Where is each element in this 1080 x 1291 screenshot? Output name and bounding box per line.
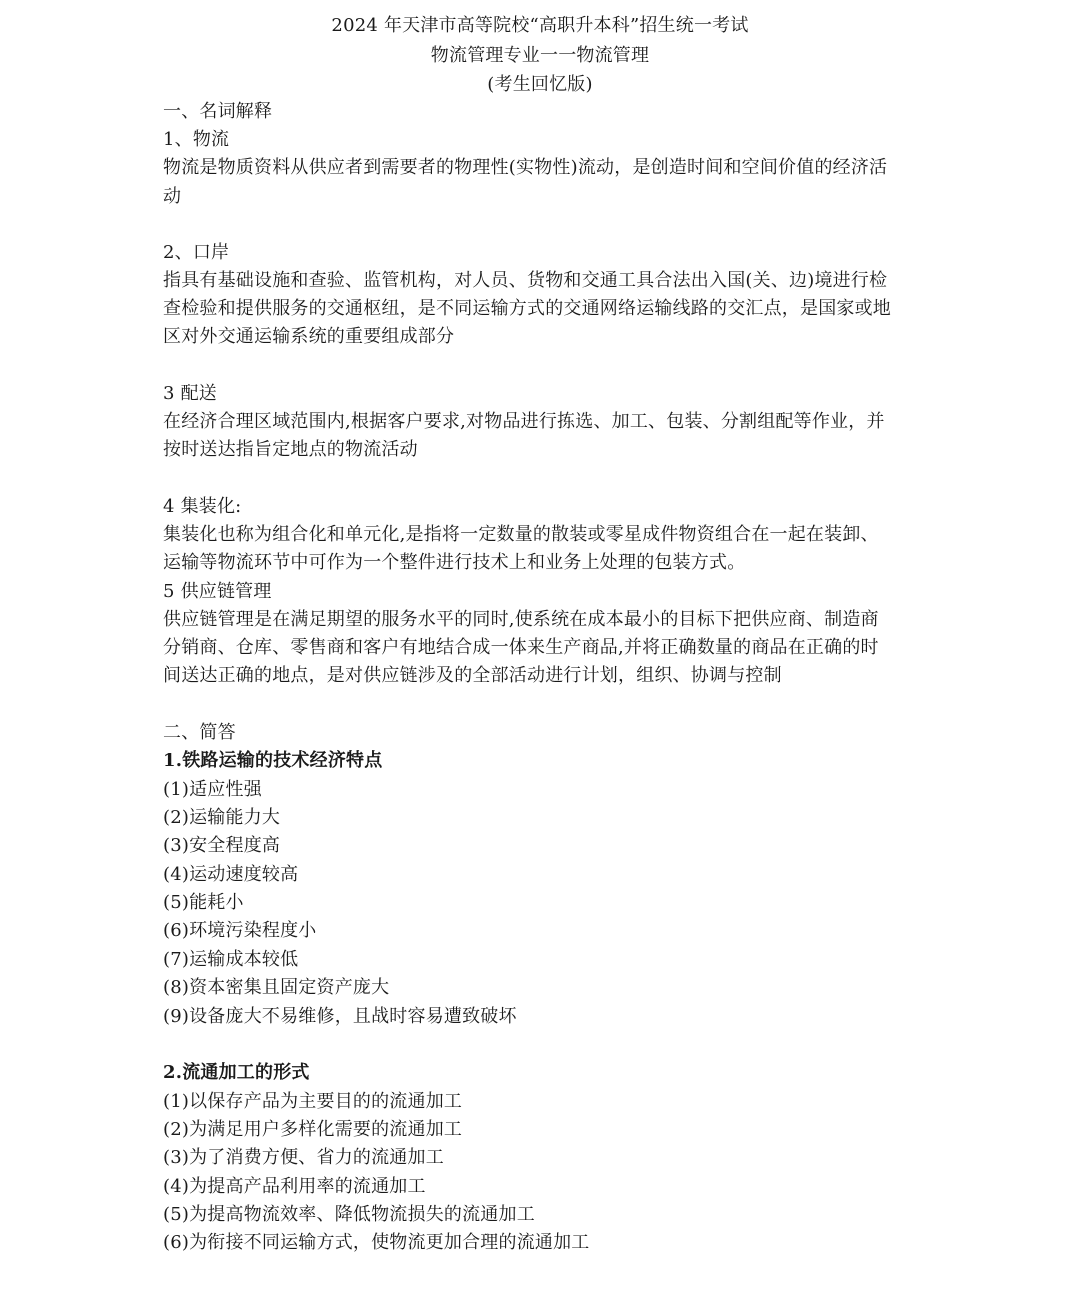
term-body-line: 物流是物质资料从供应者到需要者的物理性(实物性)流动，是创造时间和空间价值的经济活: [163, 157, 888, 178]
term-title: 1、物流: [163, 129, 230, 150]
answer-item: (8)资本密集且固定资产庞大: [163, 977, 390, 998]
section-heading-terms: 一、名词解释: [163, 101, 273, 122]
answer-item: (2)运输能力大: [163, 807, 281, 828]
term-title: 5 供应链管理: [163, 581, 272, 602]
term-body-line: 动: [163, 186, 182, 207]
term-body-line: 按时送达指旨定地点的物流活动: [163, 439, 418, 460]
term-body-line: 区对外交通运输系统的重要组成部分: [163, 326, 455, 347]
term-title: 4 集装化:: [163, 496, 242, 517]
answer-item: (3)为了消费方便、省力的流通加工: [163, 1147, 444, 1168]
question-title: 1.铁路运输的技术经济特点: [163, 750, 383, 771]
term-body-line: 运输等物流环节中可作为一个整件进行技术上和业务上处理的包装方式。: [163, 552, 746, 573]
term-body-line: 分销商、仓库、零售商和客户有地结合成一体来生产商品,并将正确数量的商品在正确的时: [163, 637, 879, 658]
document-edition-note: (考生回忆版): [487, 74, 593, 95]
answer-item: (4)运动速度较高: [163, 864, 299, 885]
term-body-line: 集装化也称为组合化和单元化,是指将一定数量的散装或零星成件物资组合在一起在装卸、: [163, 524, 879, 545]
term-body-line: 在经济合理区域范围内,根据客户要求,对物品进行拣选、加工、包装、分割组配等作业，并: [163, 411, 885, 432]
answer-item: (5)为提高物流效率、降低物流损失的流通加工: [163, 1204, 535, 1225]
answer-item: (1)适应性强: [163, 779, 262, 800]
answer-item: (1)以保存产品为主要目的的流通加工: [163, 1091, 463, 1112]
term-title: 3 配送: [163, 383, 217, 404]
answer-item: (6)为衔接不同运输方式，使物流更加合理的流通加工: [163, 1232, 590, 1253]
answer-item: (5)能耗小: [163, 892, 244, 913]
question-title: 2.流通加工的形式: [163, 1062, 310, 1083]
answer-item: (6)环境污染程度小: [163, 920, 317, 941]
term-body-line: 供应链管理是在满足期望的服务水平的同时,使系统在成本最小的目标下把供应商、制造商: [163, 609, 879, 630]
answer-item: (3)安全程度高: [163, 835, 281, 856]
answer-item: (9)设备庞大不易维修，且战时容易遭致破坏: [163, 1006, 517, 1027]
document-subtitle: 物流管理专业一一物流管理: [430, 45, 650, 66]
answer-item: (2)为满足用户多样化需要的流通加工: [163, 1119, 463, 1140]
term-title: 2、口岸: [163, 242, 230, 263]
answer-item: (4)为提高产品利用率的流通加工: [163, 1176, 426, 1197]
term-body-line: 指具有基础设施和查验、监管机构，对人员、货物和交通工具合法出入国(关、边)境进行检: [163, 270, 888, 291]
term-body-line: 间送达正确的地点，是对供应链涉及的全部活动进行计划，组织、协调与控制: [163, 665, 782, 686]
term-body-line: 查检验和提供服务的交通枢纽，是不同运输方式的交通网络运输线路的交汇点，是国家或地: [163, 298, 891, 319]
document-title: 2024 年天津市高等院校“高职升本科”招生统一考试: [331, 15, 749, 36]
section-heading-short-answer: 二、简答: [163, 722, 236, 743]
answer-item: (7)运输成本较低: [163, 949, 299, 970]
